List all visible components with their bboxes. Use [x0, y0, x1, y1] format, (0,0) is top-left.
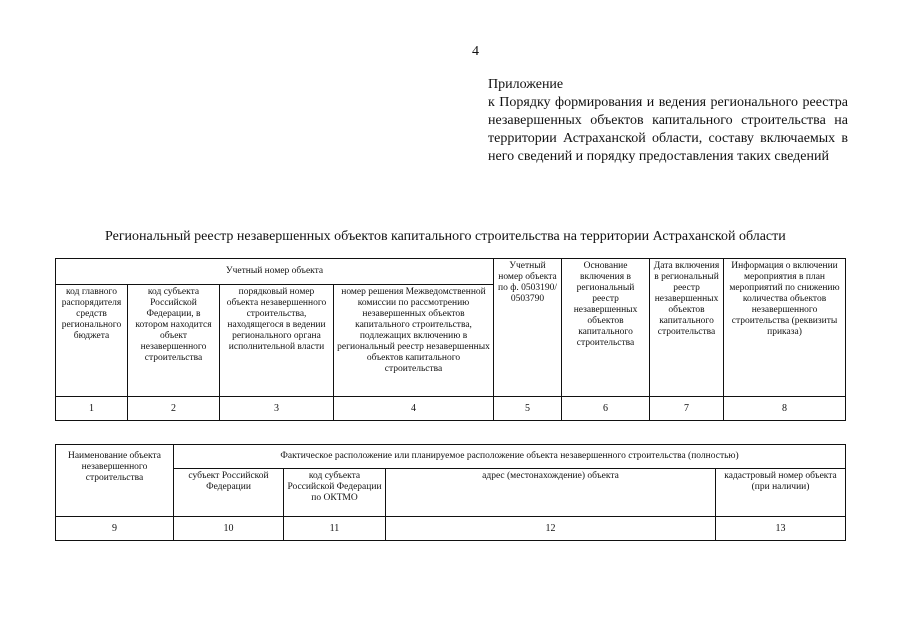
- column-number: 11: [284, 517, 386, 541]
- appendix-title: Приложение: [488, 77, 564, 92]
- header-inclusion-basis: Основание включения в региональный реестр незавершенных объектов капитального строительства: [562, 259, 650, 397]
- column-number: 7: [650, 397, 724, 421]
- column-number: 3: [220, 397, 334, 421]
- header-address: адрес (местонахождение) объекта: [386, 469, 716, 517]
- header-plan-info: Информация о включении мероприятия в план мероприятий по снижению количества объектов незавершенного строительства (реквизиты приказа): [724, 259, 846, 397]
- header-inclusion-date: Дата включения в региональный реестр незавершенных объектов капитального строительства: [650, 259, 724, 397]
- header-subject-code: код субъекта Российской Федерации, в котором находится объект незавершенного строительства: [128, 285, 220, 397]
- column-number: 8: [724, 397, 846, 421]
- header-location-group: Фактическое расположение или планируемое расположение объекта незавершенного строительства (полностью): [174, 445, 846, 469]
- registry-table-location: [55, 444, 846, 541]
- header-account-number-group: Учетный номер объекта: [56, 259, 494, 285]
- column-number: 12: [386, 517, 716, 541]
- header-oktmo-code: код субъекта Российской Федерации по ОКТМО: [284, 469, 386, 517]
- appendix-text: к Порядку формирования и ведения регионального реестра незавершенных объектов капитального строительства на территории Астраханской области, составу включаемых в него сведений и порядку предоставления таких сведений: [488, 95, 848, 164]
- header-cadastral-number: кадастровый номер объекта (при наличии): [716, 469, 846, 517]
- header-serial-number: порядковый номер объекта незавершенного строительства, находящегося в ведении регионального органа исполнительной власти: [220, 285, 334, 397]
- column-number: 1: [56, 397, 128, 421]
- header-budget-manager-code: код главного распорядителя средств регионального бюджета: [56, 285, 128, 397]
- registry-table-main: [55, 258, 846, 421]
- header-object-name: Наименование объекта незавершенного строительства: [56, 445, 174, 517]
- column-number: 9: [56, 517, 174, 541]
- column-number: 2: [128, 397, 220, 421]
- column-number: 13: [716, 517, 846, 541]
- column-number: 10: [174, 517, 284, 541]
- column-number: 4: [334, 397, 494, 421]
- registry-title: Региональный реестр незавершенных объектов капитального строительства на территории Астраханской области: [105, 229, 786, 244]
- header-subject: субъект Российской Федерации: [174, 469, 284, 517]
- page-number: 4: [472, 44, 479, 59]
- column-number: 6: [562, 397, 650, 421]
- header-account-number-form: Учетный номер объекта по ф. 0503190/ 0503790: [494, 259, 562, 397]
- column-number: 5: [494, 397, 562, 421]
- appendix-block: [488, 76, 848, 166]
- header-commission-decision: номер решения Межведомственной комиссии по рассмотрению незавершенных объектов капитального строительства, подлежащих включению в региональный реестр незавершенных объектов капитального строительства: [334, 285, 494, 397]
